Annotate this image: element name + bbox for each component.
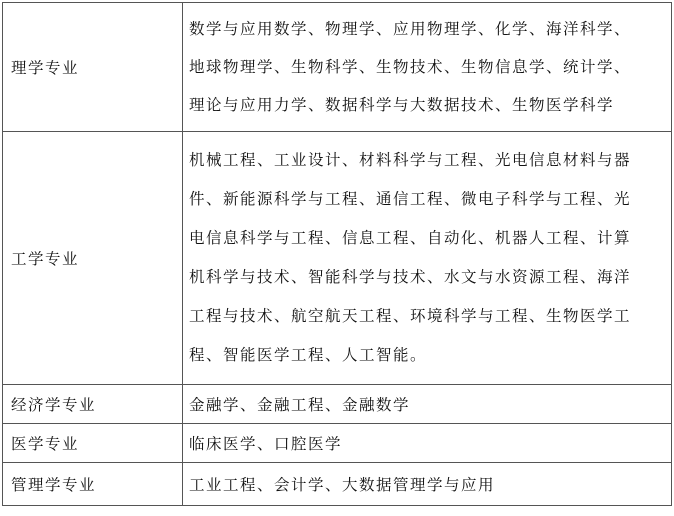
table-row — [3, 385, 672, 424]
course-line: 理论与应用力学、数据科学与大数据技术、生物医学科学 — [189, 96, 615, 114]
major-name: 经济学专业 — [3, 385, 183, 424]
course-line: 工业工程、会计学、大数据管理学与应用 — [189, 476, 496, 494]
major-name: 工学专业 — [3, 132, 183, 385]
table-row — [3, 424, 672, 463]
course-line: 件、新能源科学与工程、通信工程、微电子科学与工程、光 — [189, 190, 632, 208]
course-line: 程、智能医学工程、人工智能。 — [189, 346, 428, 364]
course-line: 地球物理学、生物科学、生物技术、生物信息学、统计学、 — [189, 58, 632, 76]
major-name: 医学专业 — [3, 424, 183, 463]
course-list — [183, 424, 672, 463]
course-line: 工程与技术、航空航天工程、环境科学与工程、生物医学工 — [189, 307, 632, 325]
major-name: 理学专业 — [3, 3, 183, 132]
course-line: 机科学与技术、智能科学与技术、水文与水资源工程、海洋 — [189, 268, 632, 286]
major-name: 管理学专业 — [3, 463, 183, 506]
course-line: 金融学、金融工程、金融数学 — [189, 396, 411, 414]
course-line: 机械工程、工业设计、材料科学与工程、光电信息材料与器 — [189, 151, 632, 169]
course-line: 电信息科学与工程、信息工程、自动化、机器人工程、计算 — [189, 229, 632, 247]
table-row — [3, 463, 672, 506]
course-list — [183, 3, 672, 132]
majors-table — [2, 2, 672, 506]
course-line: 临床医学、口腔医学 — [189, 435, 343, 453]
course-list — [183, 385, 672, 424]
course-list — [183, 463, 672, 506]
course-list — [183, 132, 672, 385]
table-row — [3, 3, 672, 132]
table-row — [3, 132, 672, 385]
course-line: 数学与应用数学、物理学、应用物理学、化学、海洋科学、 — [189, 20, 632, 38]
